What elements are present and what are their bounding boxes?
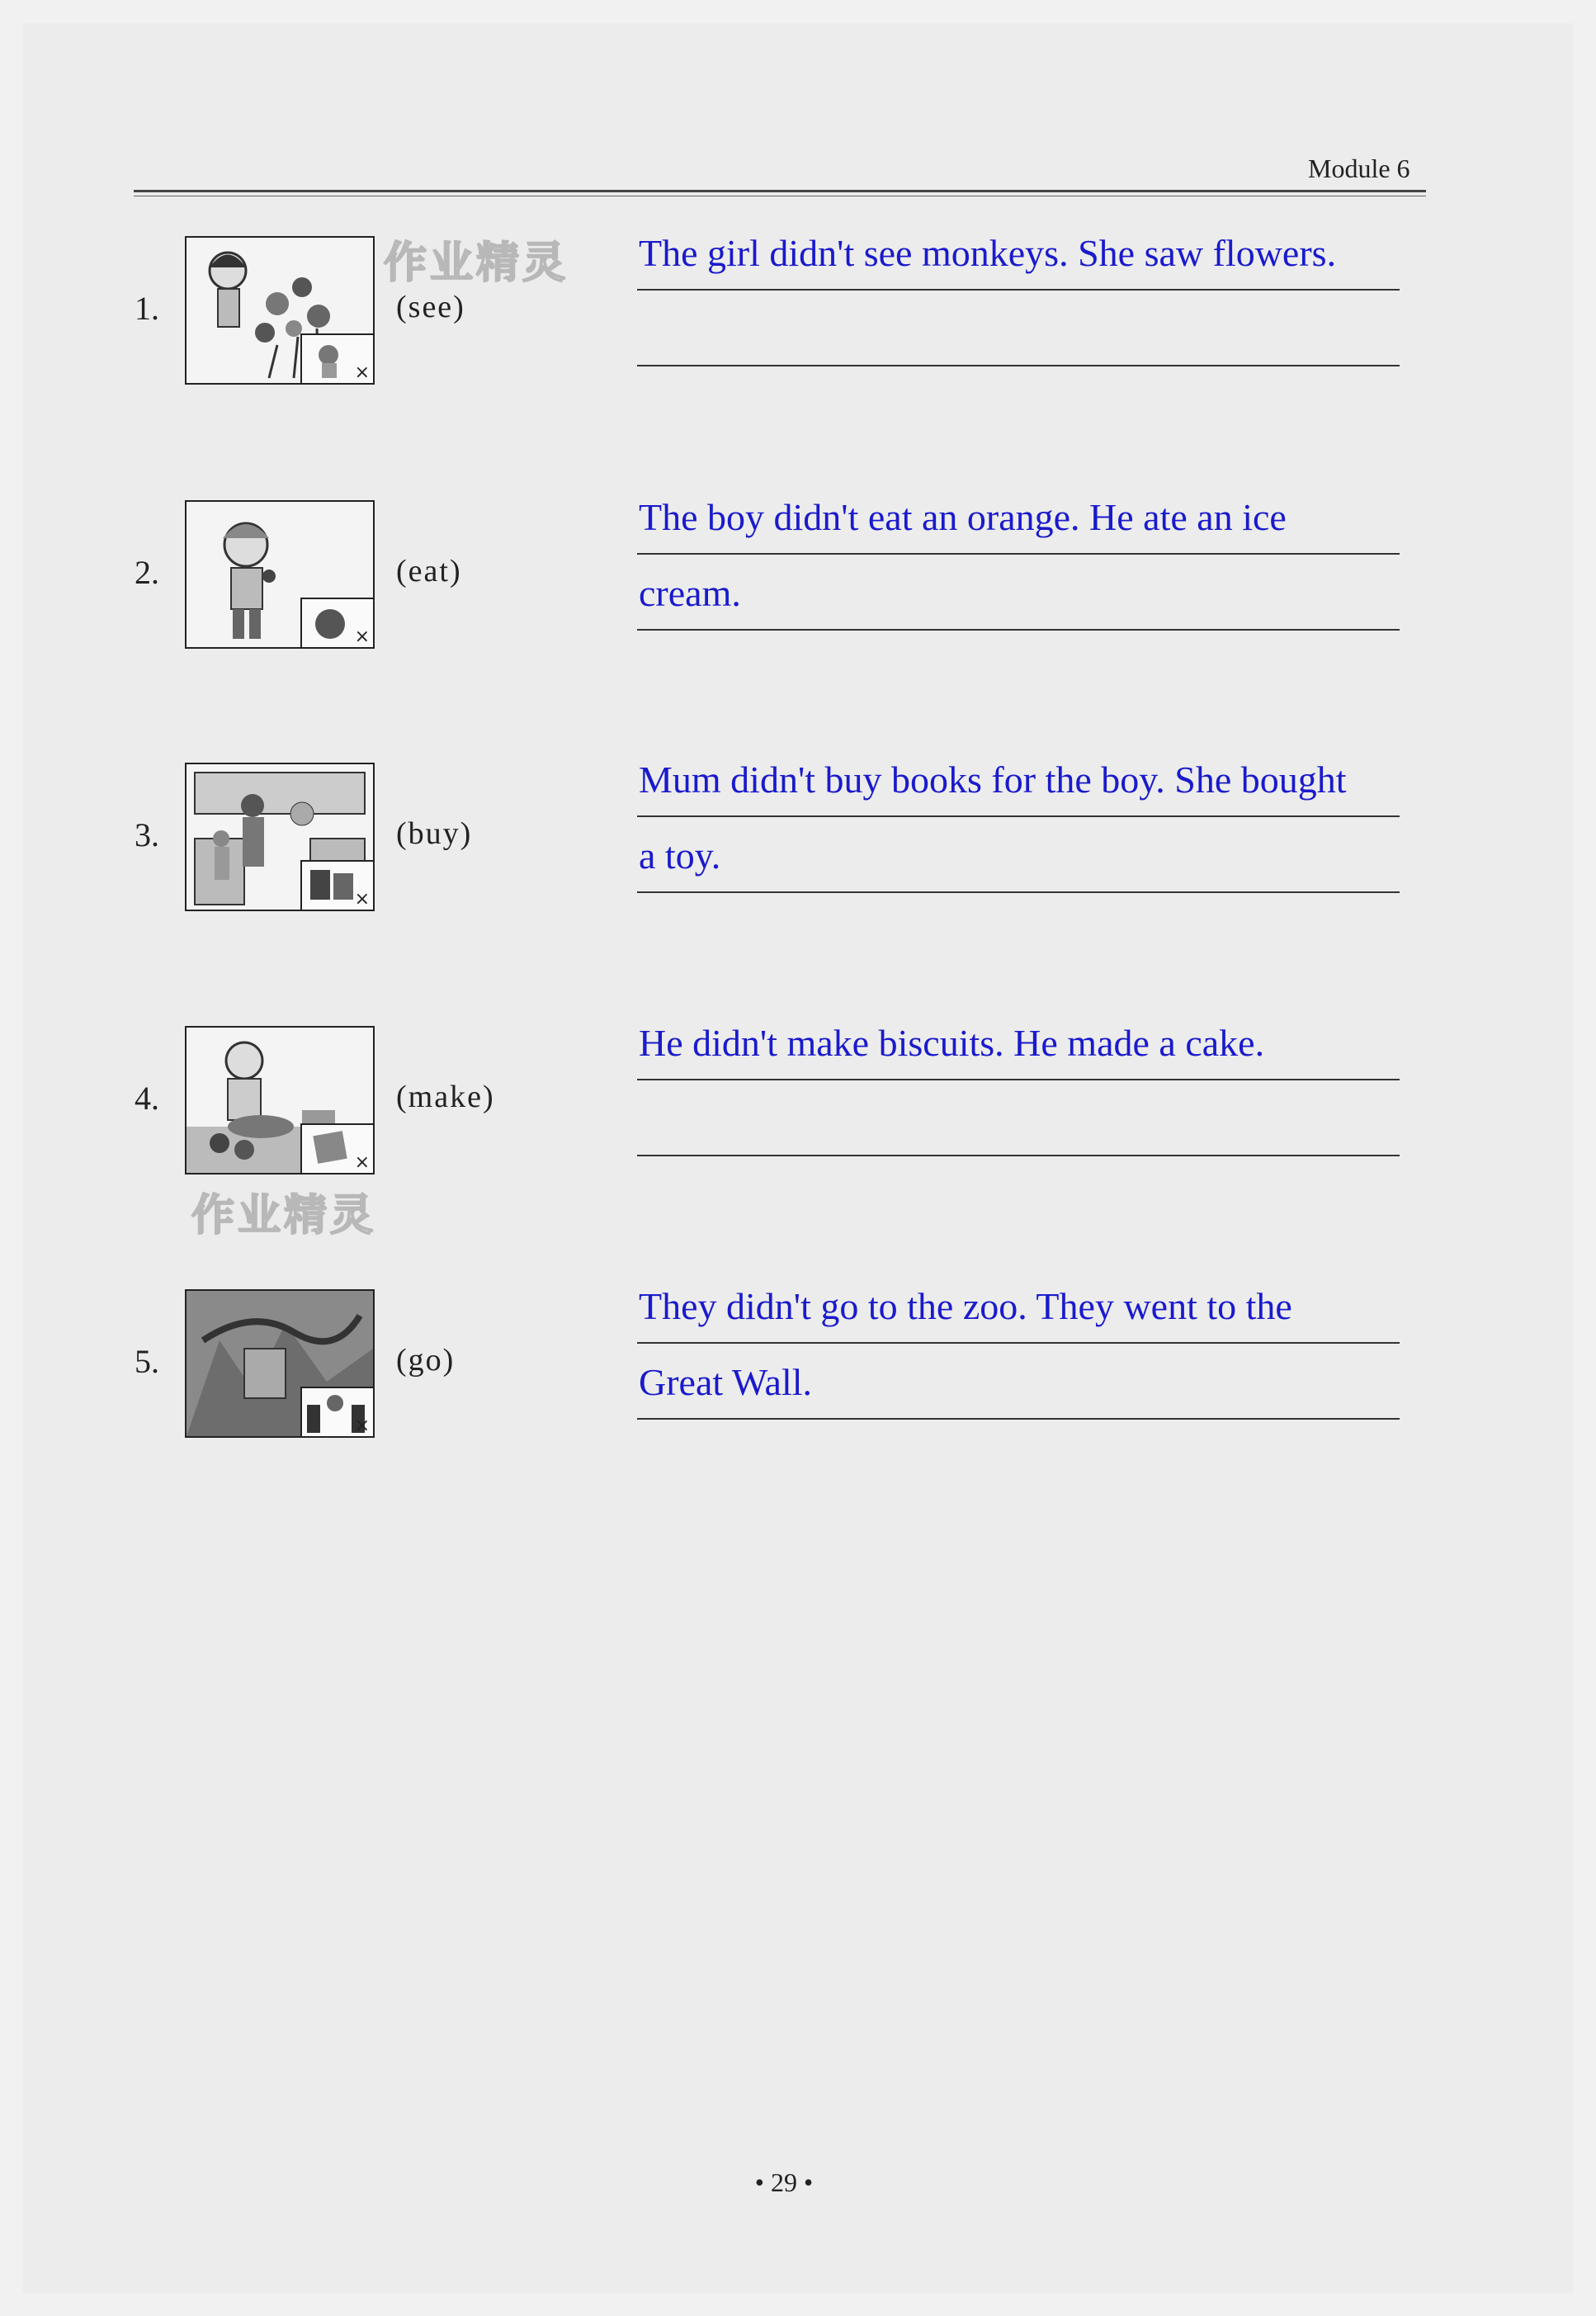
cross-mark-icon: ×	[354, 1416, 370, 1436]
item-number: 3.	[135, 816, 159, 853]
boy-eating-picture	[185, 500, 375, 649]
exercise-item-1	[0, 232, 1596, 426]
biscuits-inset	[300, 1123, 375, 1175]
exercise-item-3	[0, 759, 1596, 952]
answer-line-2: a toy.	[639, 834, 721, 877]
cross-mark-icon: ×	[354, 626, 370, 647]
answer-line-2: cream.	[639, 572, 741, 614]
great-wall-picture	[185, 1289, 375, 1438]
baking-picture	[185, 1026, 375, 1175]
item-number: 2.	[135, 554, 159, 591]
hint-verb: (make)	[396, 1080, 495, 1114]
hint-verb: (see)	[396, 290, 465, 324]
header-rule	[134, 190, 1426, 192]
cross-mark-icon: ×	[354, 362, 370, 383]
exercise-item-5	[0, 1285, 1596, 1479]
hint-verb: (go)	[396, 1343, 456, 1378]
cross-mark-icon: ×	[354, 1152, 370, 1173]
girl-flowers-picture	[185, 236, 375, 385]
hint-verb: (buy)	[396, 816, 473, 851]
monkey-inset	[300, 333, 375, 385]
orange-inset	[300, 598, 375, 649]
hint-verb: (eat)	[396, 554, 462, 588]
answer-line-1: The girl didn't see monkeys. She saw flowers.	[639, 232, 1337, 274]
answer-line-1: They didn't go to the zoo. They went to the	[639, 1285, 1292, 1327]
toy-shop-picture	[185, 763, 375, 911]
module-label: Module 6	[1308, 154, 1410, 183]
page-number: • 29 •	[754, 2167, 814, 2197]
answer-rule-2	[637, 1155, 1400, 1156]
answer-rule-1	[637, 1342, 1400, 1344]
cross-mark-icon: ×	[354, 889, 370, 910]
answer-line-2: Great Wall.	[639, 1361, 813, 1403]
item-number: 5.	[135, 1343, 159, 1380]
exercise-item-4	[0, 1022, 1596, 1216]
exercise-item-2	[0, 496, 1596, 690]
answer-line-1: The boy didn't eat an orange. He ate an ice	[639, 496, 1287, 538]
zoo-inset	[300, 1387, 375, 1438]
answer-rule-1	[637, 815, 1400, 817]
item-number: 1.	[135, 290, 159, 327]
item-number: 4.	[135, 1080, 159, 1117]
answer-rule-1	[637, 289, 1400, 291]
answer-rule-1	[637, 1079, 1400, 1080]
watermark-bottom: 作业精灵	[191, 1191, 377, 1241]
answer-rule-2	[637, 891, 1400, 893]
books-inset	[300, 860, 375, 911]
watermark-top: 作业精灵	[384, 239, 569, 288]
answer-rule-2	[637, 629, 1400, 631]
answer-line-1: He didn't make biscuits. He made a cake.	[639, 1022, 1265, 1064]
answer-rule-1	[637, 553, 1400, 555]
answer-rule-2	[637, 365, 1400, 366]
answer-line-1: Mum didn't buy books for the boy. She bought	[639, 759, 1347, 801]
answer-rule-2	[637, 1418, 1400, 1420]
